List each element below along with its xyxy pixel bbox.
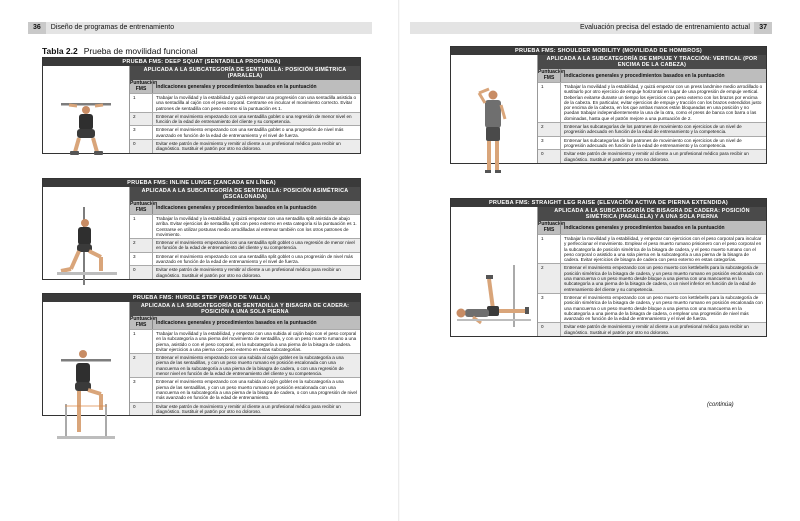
score-cell: 2 xyxy=(541,124,544,130)
score-column-header: Puntuación FMS xyxy=(130,316,158,328)
description-cell: Trabajar la movilidad y la estabilidad y quizá empezar una progresión con una sentadilla asistida o una sentadilla al cajón con el peso corporal. Centrarse en inculcar el movimiento correcto. Evitar patrones de sentadilla con peso externo si la puntuación es 1. xyxy=(152,94,360,112)
description-column-header: Indicaciones generales y procedimientos basados en la puntuación xyxy=(152,80,360,93)
score-cell: 1 xyxy=(133,331,136,336)
score-column-header: Puntuación FMS xyxy=(538,221,566,233)
score-cell: 2 xyxy=(541,265,544,271)
right-page-number: 37 xyxy=(754,22,772,34)
score-column-header: Puntuación FMS xyxy=(130,201,158,213)
description-cell: Trabajar la movilidad y la estabilidad, y empezar con ejercicios con el peso corporal para inculcar y perfeccionar el movimiento. Emplear el peso muerto rumano prisionero con el peso corporal en la subcategoría de posición simétrica de la bisagra de cadera, y el peso muerto rumano con el peso corporal o asistido a una sola pierna en la subcategoría a una pierna de la bisagra de cadera. Evitar ejercicios de bisagra de cadera con peso externo en estas categorías. xyxy=(560,235,766,263)
score-cell: 3 xyxy=(541,137,544,143)
score-cell: 3 xyxy=(133,379,136,385)
description-cell: Evitar este patrón de movimiento y remitir al cliente a un profesional médico para recibir un diagnóstico. Sustituir el patrón por otro no doloroso. xyxy=(152,140,360,153)
description-cell: Entrenar el movimiento empezando con un peso muerto con kettlebells para la subcategoría de posición simétrica de la bisagra de cadera, y un peso muerto rumano en posición escalonada con una mancuerna o un peso muerto desde bloque a una pierna con una mancuerna en la subcategoría a una pierna de la bisagra de cadera, o un nivel inferior en función de la edad de entrenamiento del cliente y su competencia. xyxy=(560,264,766,292)
table-row xyxy=(130,125,360,139)
description-cell: Entrenar las subcategorías de los patrones de movimiento con ejercicios de un nivel de progresión adecuado en función de la edad de entrenamiento y la competencia. xyxy=(560,123,766,136)
score-cell: 0 xyxy=(133,141,136,147)
section-title: PRUEBA FMS: STRAIGHT LEG RAISE (ELEVACIÓN ACTIVA DE PIERNA EXTENDIDA) xyxy=(451,199,766,207)
description-column-header: Indicaciones generales y procedimientos basados en la puntuación xyxy=(152,201,360,214)
score-cell: 3 xyxy=(133,253,136,259)
description-cell: Entrenar las subcategorías de los patrones de movimiento con ejercicios de un nivel de progresión adecuado en función de la edad de entrenamiento y la competencia. xyxy=(560,137,766,150)
score-cell: 3 xyxy=(541,294,544,300)
description-cell: Entrenar el movimiento empezando con un peso muerto con kettlebells para la subcategoría de posición simétrica de la bisagra de cadera, y un peso muerto rumano en posición escalonada con una mancuerna o un peso muerto desde bloque a una pierna con una mancuerna en la subcategoría a una pierna de la bisagra de cadera, o emplear una progresión de nivel más avanzado en función de la edad de entrenamiento y el nivel de fuerza. xyxy=(560,294,766,322)
section-subtitle: APLICADA A LA SUBCATEGORÍA DE EMPUJE Y TRACCIÓN: VERTICAL (POR ENCIMA DE LA CABEZA) xyxy=(538,55,766,69)
fms-section-straight-leg-raise xyxy=(450,198,767,337)
description-column-header: Indicaciones generales y procedimientos basados en la puntuación xyxy=(560,221,766,234)
description-cell: Entrenar el movimiento empezando con una sentadilla split goblet o una progresión de nivel más avanzado en función de la edad de entrenamiento y el nivel de fuerza. xyxy=(152,253,360,266)
description-cell: Entrenar el movimiento empezando con una sentadilla goblet o una progresión de nivel más avanzado en función de la edad de entrenamiento y el nivel de fuerza. xyxy=(152,126,360,139)
table-row xyxy=(130,329,360,353)
description-column-header: Indicaciones generales y procedimientos basados en la puntuación xyxy=(152,316,360,329)
description-cell: Evitar este patrón de movimiento y remitir al cliente a un profesional médico para recibir un diagnóstico. Sustituir el patrón por otro no doloroso. xyxy=(152,266,360,279)
table-row xyxy=(538,322,766,336)
straight-leg-raise-figure-icon xyxy=(451,207,537,397)
continued-note: (continúa) xyxy=(707,402,734,408)
straight-leg-raise-photo xyxy=(451,207,538,336)
table-row xyxy=(130,377,360,401)
score-column-header: Puntuación FMS xyxy=(538,69,566,81)
table-row xyxy=(130,265,360,279)
description-cell: Entrenar el movimiento empezando con una subida al cajón goblet en la subcategoría a una pierna de las sentadillas, y con un peso muerto rumano en posición escalonada con una mancuerna en la subcategoría a una pierna de la bisagra de cadera, o con una progresión de nivel más avanzado en función de la edad de entrenamiento. xyxy=(152,378,360,401)
section-title: PRUEBA FMS: HURDLE STEP (PASO DE VALLA) xyxy=(43,294,360,302)
fms-section-inline-lunge xyxy=(42,178,361,280)
left-page-number: 36 xyxy=(28,22,46,34)
table-row xyxy=(538,293,766,322)
description-cell: Evitar este patrón de movimiento y remitir al cliente a un profesional médico para recibir un diagnóstico. Sustituir el patrón por otro no doloroso. xyxy=(152,403,360,416)
table-row xyxy=(130,93,360,112)
description-cell: Entrenar el movimiento empezando con una sentadilla split goblet o una regresión de menor nivel en función de la edad de entrenamiento del cliente y su competencia. xyxy=(152,239,360,252)
section-title: PRUEBA FMS: INLINE LUNGE (ZANCADA EN LÍNEA) xyxy=(43,179,360,187)
description-cell: Trabajar la movilidad y la estabilidad, y empezar con una subida al cajón bajo con el peso corporal en la subcategoría a una pierna del movimiento de sentadilla, y con un peso muerto rumano a una pierna, asistido o con el peso corporal, en la subcategoría a una pierna de la bisagra de cadera. Evitar ejercicios a una pierna con peso externo en estas subcategorías. xyxy=(152,330,360,353)
table-row xyxy=(130,252,360,266)
section-subtitle: APLICADA A LA SUBCATEGORÍA DE SENTADILLA: POSICIÓN ASIMÉTRICA (ESCALONADA) xyxy=(130,187,360,201)
score-cell: 1 xyxy=(541,236,544,241)
table-header xyxy=(130,201,360,214)
description-cell: Trabajar la movilidad y la estabilidad, y quizá empezar con un press landmine medio arrodillado o sustituirlo por otro ejercicio de empuje horizontal en lugar de una progresión de empuje vertical. Deberían evitarse durante un tiempo los ejercicios con peso externo con los brazos por encima de la cabeza. En particular, evitar ejercicios de empuje y tracción con los brazos extendidos justo por encima de la cabeza, en los que ambas manos están bloqueadas en una posición y no puedan trabajar independientemente la una de la otra, como el press de banca con barra o las dominadas, hasta que el patrón mejore a una puntuación de 2. xyxy=(560,83,766,122)
section-subtitle: APLICADA A LA SUBCATEGORÍA DE BISAGRA DE CADERA: POSICIÓN SIMÉTRICA (PARALELA) Y A UNA SOLA PIERNA xyxy=(538,207,766,221)
right-running-header xyxy=(410,22,772,34)
description-cell: Evitar este patrón de movimiento y remitir al cliente a un profesional médico para recibir un diagnóstico. Sustituir el patrón por otro no doloroso. xyxy=(560,323,766,336)
table-row xyxy=(538,122,766,136)
fms-section-deep-squat xyxy=(42,57,361,154)
right-header-title: Evaluación precisa del estado de entrenamiento actual xyxy=(579,24,750,31)
table-row xyxy=(130,214,360,238)
table-row xyxy=(538,263,766,292)
section-title: PRUEBA FMS: DEEP SQUAT (SENTADILLA PROFUNDA) xyxy=(43,58,360,66)
shoulder-mobility-photo xyxy=(451,55,538,163)
score-column-header: Puntuación FMS xyxy=(130,80,158,92)
table-row xyxy=(538,82,766,122)
table-header xyxy=(130,80,360,93)
inline-lunge-figure-icon xyxy=(43,187,129,292)
score-cell: 2 xyxy=(133,355,136,361)
left-running-header xyxy=(28,22,372,34)
description-column-header: Indicaciones generales y procedimientos basados en la puntuación xyxy=(560,69,766,82)
table-row xyxy=(130,112,360,126)
table-title-text: Prueba de movilidad funcional xyxy=(83,46,198,56)
score-cell: 0 xyxy=(133,267,136,273)
hurdle-step-figure-icon xyxy=(43,302,129,452)
table-row xyxy=(130,238,360,252)
table-header xyxy=(130,316,360,329)
score-cell: 1 xyxy=(541,84,544,89)
description-cell: Entrenar el movimiento empezando con una subida al cajón goblet en la subcategoría a una pierna de las sentadillas, y con un peso muerto rumano en posición escalonada con una mancuerna en la subcategoría a una pierna de la bisagra de cadera, o con una regresión de menor nivel en función de la edad de entrenamiento del cliente y su competencia. xyxy=(152,354,360,377)
section-subtitle: APLICADA A LA SUBCATEGORÍA DE SENTADILLA: POSICIÓN SIMÉTRICA (PARALELA) xyxy=(130,66,360,80)
deep-squat-figure-icon xyxy=(43,66,129,178)
table-row xyxy=(130,402,360,416)
score-cell: 0 xyxy=(541,324,544,330)
score-cell: 2 xyxy=(133,240,136,246)
table-row xyxy=(538,136,766,150)
score-cell: 1 xyxy=(133,216,136,221)
left-header-title: Diseño de programas de entrenamiento xyxy=(50,24,175,31)
fms-section-shoulder-mobility xyxy=(450,46,767,164)
hurdle-step-photo xyxy=(43,302,130,415)
description-cell: Entrenar el movimiento empezando con una sentadilla goblet o una regresión de menor nivel en función de la edad de entrenamiento del cliente y su competencia. xyxy=(152,113,360,126)
section-title: PRUEBA FMS: SHOULDER MOBILITY (MOVILIDAD DE HOMBROS) xyxy=(451,47,766,55)
fms-section-hurdle-step xyxy=(42,293,361,416)
table-header xyxy=(538,221,766,234)
inline-lunge-photo xyxy=(43,187,130,279)
score-cell: 2 xyxy=(133,113,136,119)
score-cell: 0 xyxy=(541,151,544,157)
right-page xyxy=(400,0,800,521)
description-cell: Evitar este patrón de movimiento y remitir al cliente a un profesional médico para recibir un diagnóstico. Sustituir el patrón por otro no doloroso. xyxy=(560,150,766,163)
table-header xyxy=(538,69,766,82)
table-row xyxy=(130,353,360,377)
deep-squat-photo xyxy=(43,66,130,153)
table-title xyxy=(42,46,198,56)
score-cell: 3 xyxy=(133,127,136,133)
description-cell: Trabajar la movilidad y la estabilidad, y quizá empezar con una sentadilla split asistida de abajo arriba. Evitar ejercicios de sentadilla split con peso externo en esta categoría si la puntuación es 1. Centrarse en utilizar posturas medio arrodilladas al entrenar también con los otros patrones de movimiento. xyxy=(152,215,360,238)
table-label: Tabla 2.2 xyxy=(42,46,78,56)
table-row xyxy=(538,234,766,263)
section-subtitle: APLICADA A LA SUBCATEGORÍA DE SENTADILLA Y BISAGRA DE CADERA: POSICIÓN A UNA SOLA PIERNA xyxy=(130,302,360,316)
score-cell: 0 xyxy=(133,403,136,409)
table-row xyxy=(130,139,360,153)
table-row xyxy=(538,149,766,163)
score-cell: 1 xyxy=(133,95,136,100)
shoulder-mobility-figure-icon xyxy=(451,55,537,195)
